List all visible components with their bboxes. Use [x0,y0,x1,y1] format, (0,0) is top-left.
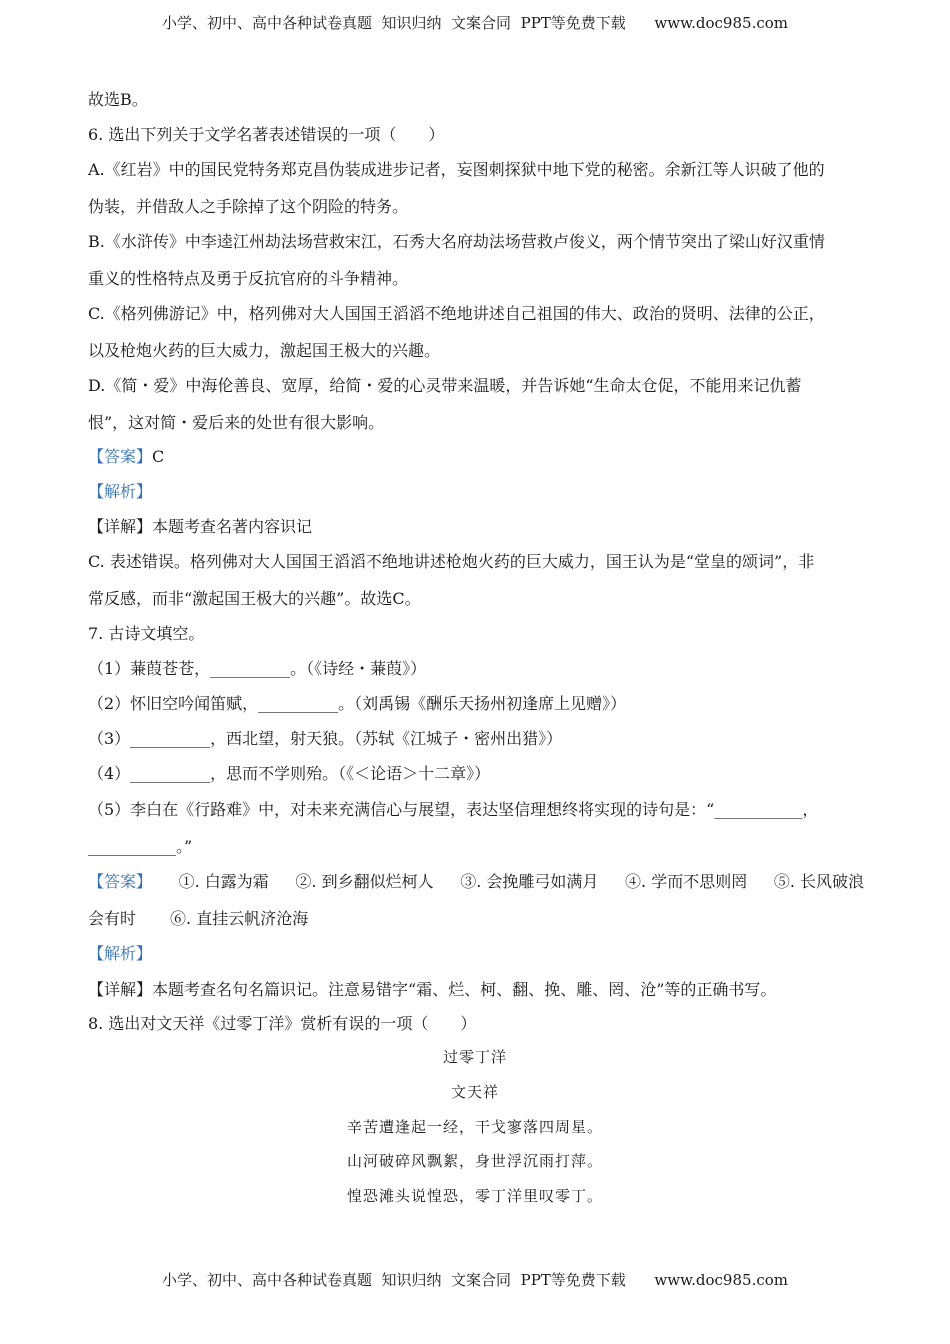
q8-stem: 8. 选出对文天祥《过零丁洋》赏析有误的一项（ ） [88,1014,477,1033]
q7-stem: 7. 古诗文填空。 [88,624,205,643]
q6-analysis-tag: 【解析】 [88,482,153,501]
q7-answer-3: ③. 会挽雕弓如满月 [460,872,599,891]
answer-tag: 【答案】 [88,872,153,891]
q7-analysis-tag: 【解析】 [88,944,153,963]
page-footer: 小学、初中、高中各种试卷真题 知识归纳 文案合同 PPT等免费下载 www.doc985.com [161,1271,788,1289]
answer-value: C [152,447,165,466]
q7-answer-6: ⑥. 直挂云帆济沧海 [170,909,309,928]
q7-item-5-line1: （5）李白在《行路难》中，对未来充满信心与展望，表达坚信理想终将实现的诗句是：“___________， [88,800,819,819]
q7-item-3: （3）__________，西北望，射天狼。（苏轼《江城子・密州出猎》） [88,729,563,748]
q6-option-d-line2: 恨”，这对简・爱后来的处世有很大影响。 [88,413,385,432]
q6-explanation-line1: C. 表述错误。格列佛对大人国国王滔滔不绝地讲述枪炮火药的巨大威力，国王认为是“堂皇的颂词”，非 [88,552,815,571]
detail-tag: 【详解】 [88,980,153,999]
q7-answer-1: ①. 白露为霜 [178,872,269,891]
q7-item-2: （2）怀旧空吟闻笛赋，__________。（刘禹锡《酬乐天扬州初逢席上见赠》） [88,694,627,713]
q7-answer-2: ②. 到乡翻似烂柯人 [295,872,434,891]
q6-detail [88,516,864,538]
q6-answer [88,446,864,468]
q7-item-5-line2: ___________。” [88,837,193,856]
detail-tag: 【详解】 [88,517,153,536]
q6-option-c-line2: 以及枪炮火药的巨大威力，激起国王极大的兴趣。 [88,341,441,360]
poem-title: 过零丁洋 [442,1048,507,1066]
q7-answer-line2 [88,908,864,930]
q7-item-1: （1）蒹葭苍苍，__________。（《诗经・蒹葭》） [88,659,427,678]
q6-option-d-line1: D.《简・爱》中海伦善良、宽厚，给简・爱的心灵带来温暖，并告诉她“生命太仓促，不能用来记仇蓄 [88,376,802,395]
q7-answer-4: ④. 学而不思则罔 [625,872,748,891]
page-header: 小学、初中、高中各种试卷真题 知识归纳 文案合同 PPT等免费下载 www.doc985.com [161,14,788,32]
prev-conclusion: 故选B。 [88,90,148,109]
q7-answer [88,871,864,893]
q7-answer-5: ⑤. 长风破浪 [773,872,864,891]
poem-line-2: 山河破碎风飘絮，身世浮沉雨打萍。 [346,1152,603,1170]
detail-text: 本题考查名句名篇识记。注意易错字“霜、烂、柯、翻、挽、雕、罔、沧”等的正确书写。 [152,980,777,999]
q6-option-c-line1: C.《格列佛游记》中，格列佛对大人国国王滔滔不绝地讲述自己祖国的伟大、政治的贤明、法律的公正， [88,304,825,323]
q6-option-b-line1: B.《水浒传》中李逵江州劫法场营救宋江，石秀大名府劫法场营救卢俊义，两个情节突出了梁山好汉重情 [88,232,825,251]
q6-option-a-line1: A.《红岩》中的国民党特务郑克昌伪装成进步记者，妄图刺探狱中地下党的秘密。余新江等人识破了他的 [88,160,825,179]
q6-option-a-line2: 伪装，并借敌人之手除掉了这个阴险的特务。 [88,197,409,216]
poem-author: 文天祥 [450,1083,499,1101]
q6-option-b-line2: 重义的性格特点及勇于反抗官府的斗争精神。 [88,269,409,288]
q7-answer-5-cont: 会有时 [88,909,137,928]
detail-text: 本题考查名著内容识记 [152,517,313,536]
q7-detail [88,979,864,1001]
poem-line-1: 辛苦遭逢起一经，干戈寥落四周星。 [346,1118,603,1136]
poem-line-3: 惶恐滩头说惶恐，零丁洋里叹零丁。 [346,1187,603,1205]
answer-tag: 【答案】 [88,447,153,466]
q6-explanation-line2: 常反感，而非“激起国王极大的兴趣”。故选C。 [88,589,421,608]
q6-stem: 6. 选出下列关于文学名著表述错误的一项（ ） [88,125,445,144]
q7-item-4: （4）__________，思而不学则殆。（《＜论语＞十二章》） [88,764,491,783]
